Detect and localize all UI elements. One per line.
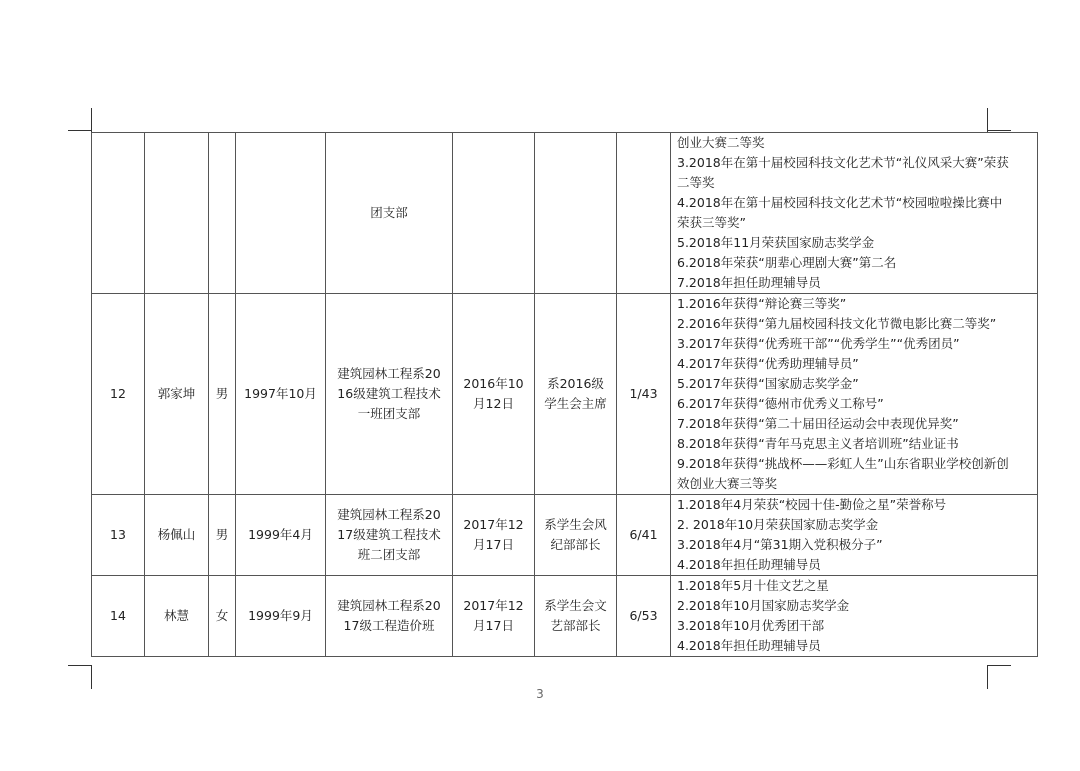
join-date-cell-line: 2016年10: [463, 376, 524, 391]
crop-mark-bottom-right-h: [987, 665, 1011, 666]
achievements-cell: [671, 294, 1038, 495]
row-number-cell: 14: [92, 576, 145, 657]
table-row: [92, 576, 1038, 657]
crop-mark-bottom-right-v: [987, 665, 988, 689]
name-cell: 杨佩山: [145, 495, 209, 576]
position-cell-line: 系学生会文: [544, 598, 607, 613]
achievements-cell-line: 3.2017年获得“优秀班干部”“优秀学生”“优秀团员”: [677, 336, 960, 351]
achievements-cell: [671, 495, 1038, 576]
achievements-cell-line: 2.2018年10月国家励志奖学金: [677, 598, 850, 613]
birth-cell: 1999年4月: [236, 495, 326, 576]
join-date-cell: [453, 294, 535, 495]
unit-cell-line: 建筑园林工程系20: [337, 366, 441, 381]
join-date-cell-line: 月17日: [473, 537, 514, 552]
position-cell-line: 纪部部长: [550, 537, 601, 552]
achievements-cell-line: 9.2018年获得“挑战杯——彩虹人生”山东省职业学校创新创: [677, 456, 1009, 471]
achievements-cell-line: 8.2018年获得“青年马克思主义者培训班”结业证书: [677, 436, 959, 451]
position-cell: [535, 495, 617, 576]
achievements-cell-line: 4.2018年担任助理辅导员: [677, 638, 821, 653]
achievements-cell-line: 创业大赛二等奖: [677, 135, 765, 150]
achievements-cell-line: 1.2018年5月十佳文艺之星: [677, 578, 829, 593]
unit-cell-line: 16级建筑工程技术: [337, 386, 441, 401]
unit-cell-line: 团支部: [370, 205, 408, 220]
join-date-cell-line: 月12日: [473, 396, 514, 411]
crop-mark-bottom-left-v: [91, 665, 92, 689]
achievements-cell-line: 3.2018年4月“第31期入党积极分子”: [677, 537, 883, 552]
page-number: 3: [536, 687, 544, 701]
crop-mark-top-right-h: [987, 130, 1011, 131]
achievements-cell-line: 1.2016年获得“辩论赛三等奖”: [677, 296, 847, 311]
achievements-cell-line: 3.2018年10月优秀团干部: [677, 618, 825, 633]
rank-cell: 1/43: [617, 294, 671, 495]
achievements-cell-line: 二等奖: [677, 175, 715, 190]
position-cell: [535, 133, 617, 294]
crop-mark-top-right-v: [987, 108, 988, 132]
achievements-cell-line: 4.2017年获得“优秀助理辅导员”: [677, 356, 859, 371]
table-row: [92, 133, 1038, 294]
unit-cell: [326, 133, 453, 294]
unit-cell: [326, 294, 453, 495]
birth-cell: [236, 133, 326, 294]
crop-mark-bottom-left-h: [68, 665, 92, 666]
unit-cell: [326, 495, 453, 576]
achievements-cell-line: 7.2018年获得“第二十届田径运动会中表现优异奖”: [677, 416, 959, 431]
birth-cell: 1999年9月: [236, 576, 326, 657]
achievements-cell-line: 1.2018年4月荣获“校园十佳-勤俭之星”荣誉称号: [677, 497, 947, 512]
row-number-cell: 12: [92, 294, 145, 495]
position-cell-line: 系学生会风: [544, 517, 607, 532]
unit-cell-line: 建筑园林工程系20: [337, 598, 441, 613]
table-row: [92, 294, 1038, 495]
rank-cell: [617, 133, 671, 294]
achievements-cell-line: 2.2016年获得“第九届校园科技文化节微电影比赛二等奖”: [677, 316, 997, 331]
row-number-cell: 13: [92, 495, 145, 576]
achievements-cell-line: 5.2017年获得“国家励志奖学金”: [677, 376, 859, 391]
gender-cell: [209, 133, 236, 294]
achievements-cell: [671, 576, 1038, 657]
achievements-cell: [671, 133, 1038, 294]
achievements-cell-line: 5.2018年11月荣获国家励志奖学金: [677, 235, 875, 250]
unit-cell-line: 一班团支部: [357, 406, 421, 421]
rank-cell: 6/41: [617, 495, 671, 576]
achievements-cell-line: 4.2018年担任助理辅导员: [677, 557, 821, 572]
achievements-cell-line: 荣获三等奖”: [677, 215, 746, 230]
birth-cell: 1997年10月: [236, 294, 326, 495]
join-date-cell: [453, 576, 535, 657]
achievements-cell-line: 3.2018年在第十届校园科技文化艺术节“礼仪风采大赛”荣获: [677, 155, 1009, 170]
row-number-cell: [92, 133, 145, 294]
position-cell: [535, 576, 617, 657]
gender-cell: 女: [209, 576, 236, 657]
join-date-cell-line: 月17日: [473, 618, 514, 633]
gender-cell: 男: [209, 495, 236, 576]
crop-mark-top-left-h: [68, 130, 92, 131]
student-awards-table: [91, 132, 1038, 657]
unit-cell: [326, 576, 453, 657]
unit-cell-line: 17级工程造价班: [343, 618, 435, 633]
name-cell: 郭家坤: [145, 294, 209, 495]
join-date-cell-line: 2017年12: [463, 598, 524, 613]
gender-cell: 男: [209, 294, 236, 495]
position-cell: [535, 294, 617, 495]
position-cell-line: 艺部部长: [550, 618, 601, 633]
unit-cell-line: 建筑园林工程系20: [337, 507, 441, 522]
name-cell: 林慧: [145, 576, 209, 657]
achievements-cell-line: 6.2018年荣获“朋辈心理剧大赛”第二名: [677, 255, 897, 270]
name-cell: [145, 133, 209, 294]
achievements-cell-line: 效创业大赛三等奖: [677, 476, 778, 491]
rank-cell: 6/53: [617, 576, 671, 657]
unit-cell-line: 班二团支部: [357, 547, 421, 562]
achievements-cell-line: 7.2018年担任助理辅导员: [677, 275, 821, 290]
position-cell-line: 系2016级: [547, 376, 604, 391]
position-cell-line: 学生会主席: [544, 396, 607, 411]
achievements-cell-line: 2. 2018年10月荣获国家励志奖学金: [677, 517, 879, 532]
achievements-cell-line: 4.2018年在第十届校园科技文化艺术节“校园啦啦操比赛中: [677, 195, 1003, 210]
crop-mark-top-left-v: [91, 108, 92, 132]
join-date-cell: [453, 133, 535, 294]
join-date-cell-line: 2017年12: [463, 517, 524, 532]
achievements-cell-line: 6.2017年获得“德州市优秀义工称号”: [677, 396, 884, 411]
join-date-cell: [453, 495, 535, 576]
unit-cell-line: 17级建筑工程技术: [337, 527, 441, 542]
table-row: [92, 495, 1038, 576]
